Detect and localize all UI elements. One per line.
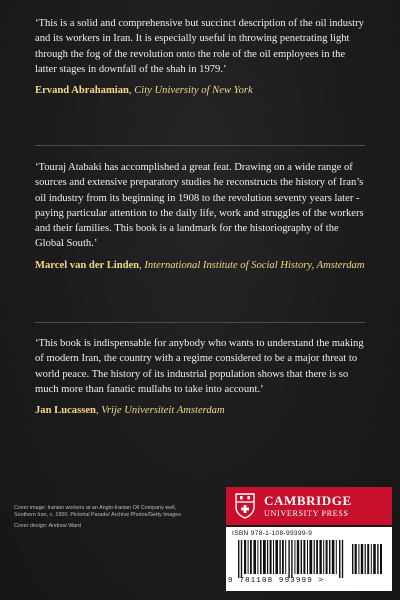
blurb-quote: ‘This book is indispensable for anybody who wants to understand the making of modern Iran, the country with a regime considered to be a major threat to world peace. The history of its industrial population shows that there is so much more than fanatic mullahs to take into account.’ (35, 338, 364, 395)
barcode-digits: 9 781108 993999 > (228, 577, 325, 585)
cover-credits (14, 505, 184, 533)
cover-image-credit: Cover image: Iranian workers at an Anglo-Iranian Oil Company well, Southern Iran, c. 1950. Pictorial Parade/ Archive Photos/Getty Images (14, 505, 181, 519)
blurb-van-der-linden (35, 160, 365, 273)
divider (35, 145, 365, 146)
blurb-attribution: Ervand Abrahamian, City University of New York (35, 85, 253, 97)
isbn-label: ISBN 978-1-108-99399-9 (232, 530, 313, 537)
reviewer-institution: City University of New York (134, 85, 253, 97)
reviewer-name: Jan Lucassen (35, 405, 96, 417)
reviewer-institution: International Institute of Social History, Amsterdam (144, 259, 365, 271)
cover-design-credit: Cover design: Andrew Ward (14, 522, 81, 529)
divider (35, 322, 365, 323)
reviewer-name: Ervand Abrahamian (35, 85, 129, 97)
publisher-subtitle: UNIVERSITY PRESS (264, 508, 349, 518)
barcode-bars (238, 540, 344, 578)
barcode (226, 527, 392, 591)
blurb-abrahamian (35, 16, 365, 98)
blurb-attribution: Marcel van der Linden, International Institute of Social History, Amsterdam (35, 259, 365, 271)
reviewer-institution: Vrije Universiteit Amsterdam (101, 405, 225, 417)
cambridge-shield-icon (234, 492, 256, 520)
blurb-lucassen (35, 336, 365, 418)
publisher-name: CAMBRIDGE (264, 492, 352, 508)
blurb-quote: ‘This is a solid and comprehensive but succinct description of the oil industry and its workers in Iran. It is especially useful in throwing penetrating light through the fog of the revolution onto the role of the oil employees in the latter stages in downfall of the shah in 1979.’ (35, 18, 364, 75)
blurb-attribution: Jan Lucassen, Vrije Universiteit Amsterdam (35, 405, 225, 417)
publisher-logo-block (226, 487, 392, 525)
blurb-quote: ‘Touraj Atabaki has accomplished a great feat. Drawing on a wide range of sources and extensive preparatory studies he reconstructs the history of Iran’s oil industry from its beginning in 1908 to the revolution seventy years later - paying particular attention to the daily life, work and struggles of the workers and their families. This book is a landmark for the historiography of the Global South.’ (35, 162, 364, 250)
reviewer-name: Marcel van der Linden (35, 259, 140, 271)
barcode-addon-bars (352, 540, 384, 574)
